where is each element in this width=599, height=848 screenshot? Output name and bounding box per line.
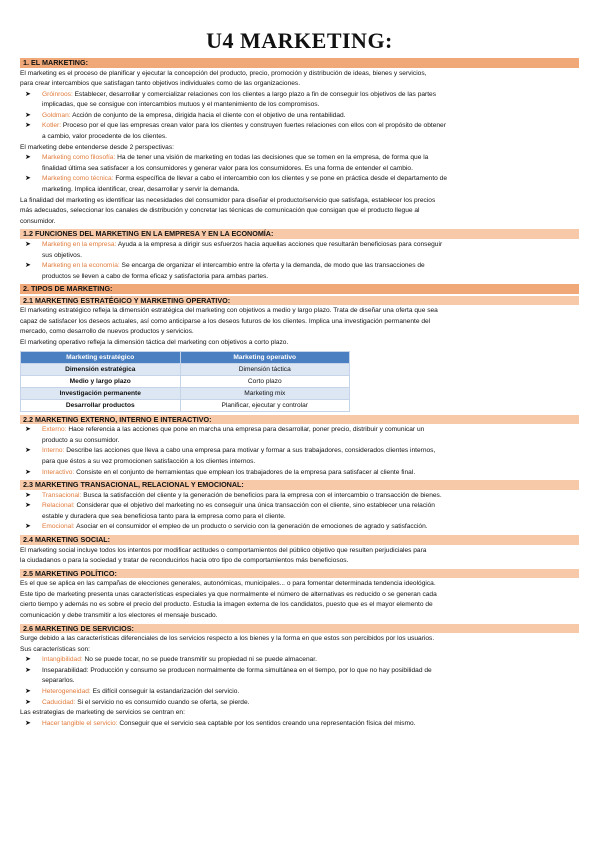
- table-cell: Marketing mix: [180, 387, 349, 399]
- section-heading-el-marketing: 1. EL MARKETING:: [20, 58, 579, 68]
- list-item-tangible: [20, 719, 579, 730]
- section-heading-estrategico-operativo: 2.1 MARKETING ESTRATÉGICO Y MARKETING OPERATIVO:: [20, 296, 579, 306]
- list-text: marketing. Implica identificar, crear, desarrollar y servir la demanda.: [42, 186, 240, 194]
- comparison-table-wrap: [20, 351, 350, 412]
- paragraph-line: la ciudadanos o para la sociedad y tratar de reconducirlos hacia otro tipo de comportamientos más beneficiosos.: [20, 557, 349, 565]
- document-page: [20, 0, 579, 729]
- list-item-emocional: [20, 522, 579, 533]
- list-text: Considerar que el objetivo del marketing no es conseguir una única transacción con el cliente, sino establecer una relación: [76, 502, 435, 510]
- term-label: Inseparabilidad:: [42, 666, 89, 674]
- term-label: Interactivo:: [42, 468, 75, 476]
- arrow-bullet-icon: ➤: [25, 262, 31, 270]
- list-item-mk-economia: [20, 261, 579, 282]
- term-label: Hacer tangible el servicio:: [42, 719, 118, 727]
- list-text: Ha de tener una visión de marketing en todas las decisiones que se tomen en la empresa, de forma que la: [117, 154, 429, 162]
- list-text: Consiste en el conjunto de herramientas que emplean los trabajadores de la empresa para satisfacer al cliente final.: [76, 468, 416, 476]
- arrow-bullet-icon: ➤: [25, 502, 31, 510]
- arrow-bullet-icon: ➤: [25, 111, 31, 119]
- arrow-bullet-icon: ➤: [25, 122, 31, 130]
- section-heading-social: 2.4 MARKETING SOCIAL:: [20, 535, 579, 545]
- arrow-bullet-icon: ➤: [25, 688, 31, 696]
- term-label: Kotler:: [42, 122, 62, 130]
- table-row: [21, 399, 350, 411]
- section-heading-externo-interno: 2.2 MARKETING EXTERNO, INTERNO E INTERACTIVO:: [20, 415, 579, 425]
- perspectives-intro: El marketing debe entenderse desde 2 perspectivas:: [20, 143, 174, 151]
- list-text: separarlos.: [42, 677, 75, 685]
- term-label: Intangibilidad:: [42, 656, 83, 664]
- paragraph-line: comunicación y debe transmitir a los electores el mensaje buscado.: [20, 611, 218, 619]
- list-item-heterogeneidad: [20, 687, 579, 698]
- list-text: Forma específica de llevar a cabo el intercambio con los clientes y se pone en práctica desde el departamento de: [115, 175, 448, 183]
- estrategico-paragraph: [20, 306, 579, 348]
- list-item-filosofia: [20, 153, 579, 174]
- term-label: Goldman:: [42, 111, 71, 119]
- term-label: Gróinroos:: [42, 90, 73, 98]
- list-text: Conseguir que el servicio sea captable por los sentidos creando una representación física del mismo.: [119, 719, 416, 727]
- list-item-goldman: [20, 111, 579, 122]
- paragraph-line: consumidor.: [20, 217, 56, 225]
- list-text: producto a su consumidor.: [42, 436, 120, 444]
- arrow-bullet-icon: ➤: [25, 523, 31, 531]
- list-item-groonroos: [20, 90, 579, 111]
- table-header: Marketing estratégico: [21, 351, 181, 363]
- table-row: [21, 363, 350, 375]
- el-marketing-intro: [20, 69, 579, 90]
- term-label: Relacional:: [42, 502, 75, 510]
- list-text: para que éstos a su vez promocionen satisfacción a los clientes internos.: [42, 457, 256, 465]
- term-label: Caducidad:: [42, 698, 76, 706]
- term-label: Marketing en la empresa:: [42, 240, 117, 248]
- list-text: Si el servicio no es consumido cuando se oferta, se pierde.: [77, 698, 250, 706]
- table-cell: Corto plazo: [180, 375, 349, 387]
- arrow-bullet-icon: ➤: [25, 656, 31, 664]
- list-text: Asociar en el consumidor el empleo de un producto o servicio con la generación de emociones de agrado y satisfacción.: [76, 523, 428, 531]
- list-item-externo: [20, 425, 579, 446]
- table-row: [21, 375, 350, 387]
- list-text: Proceso por el que las empresas crean valor para los clientes y construyen fuertes relaciones con ellos con el propósito de obtener: [62, 122, 446, 130]
- arrow-bullet-icon: ➤: [25, 154, 31, 162]
- arrow-bullet-icon: ➤: [25, 666, 31, 674]
- paragraph-line: Este tipo de marketing presenta unas características especiales ya que normalmente el número de alternativas es reducido o se generan cada: [20, 590, 437, 598]
- strategies-intro: Las estrategias de marketing de servicios se centran en:: [20, 709, 185, 717]
- list-text: Hace referencia a las acciones que pone en marcha una empresa para desarrollar, poner precio, distribuir y comunicar un: [68, 426, 425, 434]
- list-item-caducidad: [20, 698, 579, 709]
- term-label: Emocional:: [42, 523, 75, 531]
- table-header: Marketing operativo: [180, 351, 349, 363]
- arrow-bullet-icon: ➤: [25, 90, 31, 98]
- list-text: implicadas, que se consigue con intercambios mutuos y el mantenimiento de los compromisos.: [42, 101, 320, 109]
- table-row: [21, 387, 350, 399]
- paragraph-line: mercado, como desarrollo de nuevos productos y servicios.: [20, 328, 194, 336]
- list-text: No se puede tocar, no se puede transmitir su propiedad ni se puede almacenar.: [84, 656, 317, 664]
- list-text: Busca la satisfacción del cliente y la generación de beneficios para la empresa con el intercambio o transacción de bienes.: [83, 491, 442, 499]
- arrow-bullet-icon: ➤: [25, 468, 31, 476]
- term-label: Interno:: [42, 447, 65, 455]
- comparison-table: [20, 351, 350, 412]
- list-text: Describe las acciones que lleva a cabo una empresa para motivar y formar a sus trabajadores, considerados clientes internos,: [66, 447, 436, 455]
- arrow-bullet-icon: ➤: [25, 698, 31, 706]
- list-text: Ayuda a la empresa a dirigir sus esfuerzos hacia aquellas acciones que resultarán beneficiosas para conseguir: [117, 240, 443, 248]
- list-item-kotler: [20, 121, 579, 142]
- arrow-bullet-icon: ➤: [25, 491, 31, 499]
- list-text: estable y duradera que sea beneficiosa tanto para la empresa como para el cliente.: [42, 512, 286, 520]
- paragraph-line: cierto tiempo y además no es sobre el precio del producto. Estudia la imagen externa de los candidatos, puesto que es el mayor elemento de: [20, 601, 433, 609]
- term-label: Marketing en la economía:: [42, 262, 120, 270]
- list-item-intangibilidad: [20, 655, 579, 666]
- term-label: Heterogeneidad:: [42, 688, 91, 696]
- list-text: Producción y consumo se producen normalmente de forma simultánea en el tiempo, por lo que no hay posibilidad de: [90, 666, 432, 674]
- paragraph-line: La finalidad del marketing es identificar las necesidades del consumidor para diseñar el producto/servicio que satisfaga, establecer los precios: [20, 196, 436, 204]
- list-text: Se encarga de organizar el intercambio entre la oferta y la demanda, de modo que las transacciones de: [121, 262, 425, 270]
- list-text: Acción de conjunto de la empresa, dirigida hacia el cliente con el objetivo de una rentabilidad.: [72, 111, 346, 119]
- list-text: Es difícil conseguir la estandarización del servicio.: [92, 688, 240, 696]
- table-cell: Planificar, ejecutar y controlar: [180, 399, 349, 411]
- paragraph-line: El marketing social incluye todos los intentos por modificar actitudes o comportamientos del público objetivo que resulten perjudiciales para: [20, 546, 427, 554]
- section-heading-tipos: 2. TIPOS DE MARKETING:: [20, 284, 579, 294]
- list-text: a cambio, valor procedente de los clientes.: [42, 133, 167, 141]
- section-heading-servicios: 2.6 MARKETING DE SERVICIOS:: [20, 624, 579, 634]
- paragraph-line: capaz de satisfacer los deseos actuales, así como anticiparse a los deseos futuros de los clientes. Implica una investigación permanente del: [20, 317, 431, 325]
- paragraph-line: más adecuados, seleccionar los canales de distribución y concretar las técnicas de comunicación que consigan que el producto llegue al: [20, 207, 420, 215]
- arrow-bullet-icon: ➤: [25, 719, 31, 727]
- list-item-mk-empresa: [20, 240, 579, 261]
- list-text: productos se lleven a cabo de forma eficaz y satisfactoria para ambas partes.: [42, 272, 269, 280]
- section-heading-politico: 2.5 MARKETING POLÍTICO:: [20, 569, 579, 579]
- finalidad-paragraph: [20, 196, 579, 228]
- list-item-inseparabilidad: [20, 666, 579, 687]
- table-cell: Dimensión táctica: [180, 363, 349, 375]
- paragraph-line: El marketing operativo refleja la dimensión táctica del marketing con objetivos a corto plazo.: [20, 339, 289, 347]
- arrow-bullet-icon: ➤: [25, 240, 31, 248]
- term-label: Externo:: [42, 426, 67, 434]
- list-item-tecnica: [20, 174, 579, 195]
- list-item-interactivo: [20, 468, 579, 479]
- term-label: Transacional:: [42, 491, 82, 499]
- arrow-bullet-icon: ➤: [25, 447, 31, 455]
- term-label: Marketing como técnica:: [42, 175, 114, 183]
- arrow-bullet-icon: ➤: [25, 175, 31, 183]
- table-cell: Dimensión estratégica: [21, 363, 181, 375]
- list-item-relacional: [20, 501, 579, 522]
- list-item-transacional: [20, 491, 579, 502]
- paragraph-line: El marketing es el proceso de planificar y ejecutar la concepción del producto, precio, promoción y distribución de ideas, bienes y servicios,: [20, 69, 427, 77]
- table-header-row: [21, 351, 350, 363]
- table-cell: Medio y largo plazo: [21, 375, 181, 387]
- table-cell: Investigación permanente: [21, 387, 181, 399]
- paragraph-line: Surge debido a las características diferenciales de los servicios respecto a los bienes y la forma en que estos son percibidos por los usuarios.: [20, 635, 435, 643]
- page-title: U4 MARKETING:: [206, 28, 393, 53]
- section-heading-funciones: 1.2 FUNCIONES DEL MARKETING EN LA EMPRESA Y EN LA ECONOMÍA:: [20, 229, 579, 239]
- term-label: Marketing como filosofía:: [42, 154, 116, 162]
- list-item-interno: [20, 446, 579, 467]
- paragraph-line: Sus características son:: [20, 645, 90, 653]
- paragraph-line: para crear intercambios que satisfagan tanto objetivos individuales como de las organizaciones.: [20, 80, 301, 88]
- list-text: finalidad última sea satisfacer a los consumidores y generar valor para los consumidores. Es una forma de entender el cambio.: [42, 164, 413, 172]
- list-text: Establecer, desarrollar y comercializar relaciones con los clientes a largo plazo a fin de conseguir los objetivos de las partes: [74, 90, 437, 98]
- arrow-bullet-icon: ➤: [25, 426, 31, 434]
- section-heading-transacional: 2.3 MARKETING TRANSACIONAL, RELACIONAL Y EMOCIONAL:: [20, 480, 579, 490]
- paragraph-line: El marketing estratégico refleja la dimensión estratégica del marketing con objetivos a medio y largo plazo. Trata de diseñar una oferta que sea: [20, 307, 438, 315]
- list-text: sus objetivos.: [42, 251, 82, 259]
- paragraph-line: Es el que se aplica en las campañas de elecciones generales, autonómicas, municipales... o para fomentar determinada tendencia ideológica.: [20, 580, 436, 588]
- table-cell: Desarrollar productos: [21, 399, 181, 411]
